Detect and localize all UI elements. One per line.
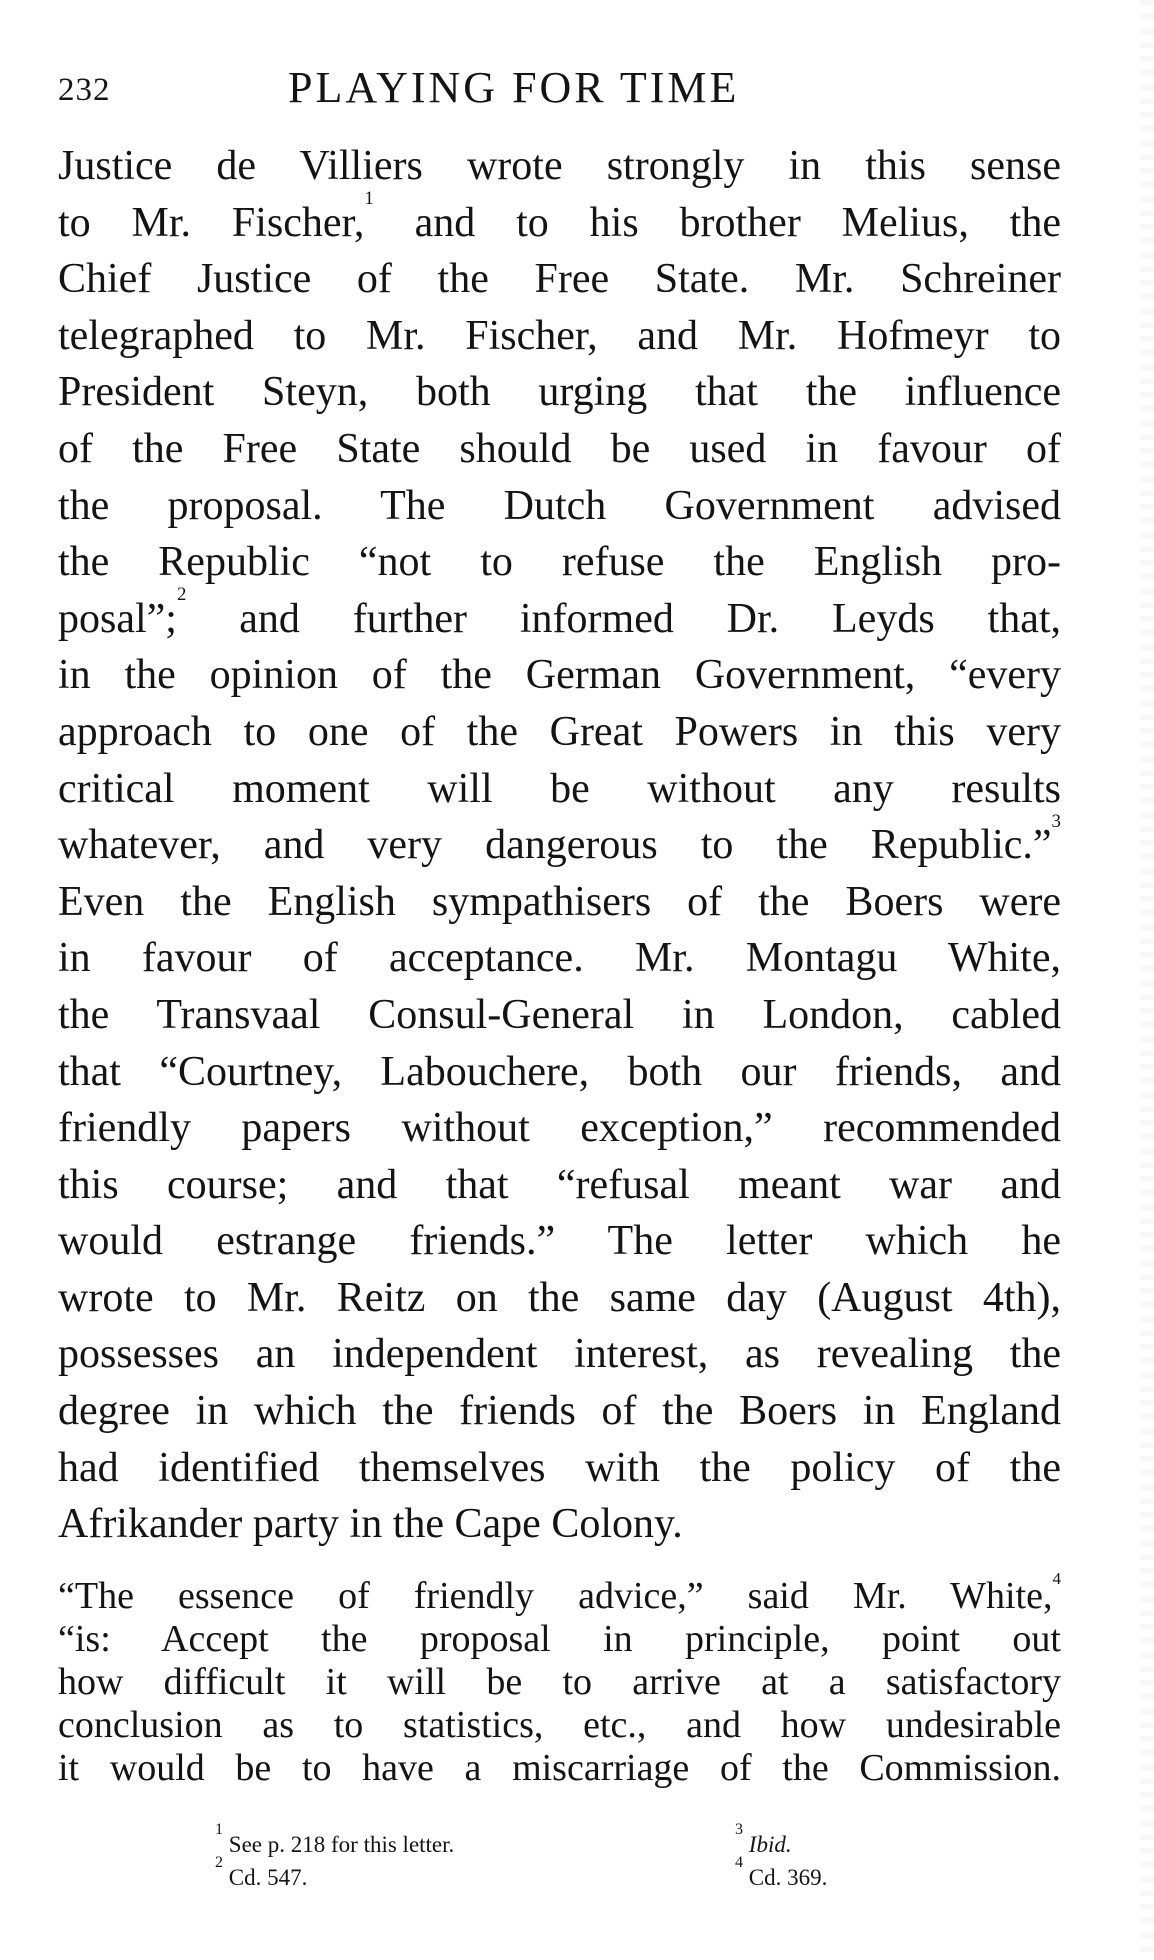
text-line: approach to one of the Great Powers in this very — [58, 708, 1061, 755]
text-line: wrote to Mr. Reitz on the same day (August 4th), — [58, 1274, 1061, 1321]
text-line: that “Courtney, Labouchere, both our friends, and — [58, 1048, 1061, 1095]
text-line: critical moment will be without any results — [58, 765, 1061, 812]
text-line: friendly papers without exception,” recommended — [58, 1105, 1061, 1152]
quote-line: “is: Accept the proposal in principle, point out — [58, 1618, 1061, 1660]
quote-line: conclusion as to statistics, etc., and how undesirable — [58, 1704, 1061, 1746]
text-line: Afrikander party in the Cape Colony. — [58, 1501, 683, 1548]
quote-line: “The essence of friendly advice,” said Mr. White,$^4$ — [58, 1569, 1061, 1617]
text-line: degree in which the friends of the Boers in England — [58, 1388, 1061, 1435]
quote-line: it would be to have a miscarriage of the Commission. — [58, 1747, 1061, 1789]
page-edge-texture — [1140, 0, 1154, 1960]
page-number: 232 — [58, 72, 111, 108]
text-line: the Transvaal Consul-General in London, cabled — [58, 991, 1061, 1038]
text-line: in the opinion of the German Government, “every — [58, 652, 1061, 699]
page-header — [58, 62, 1058, 122]
text-line: President Steyn, both urging that the influence — [58, 369, 1061, 416]
footnote: $^3$ Ibid. — [735, 1820, 792, 1857]
text-line: Even the English sympathisers of the Boers were — [58, 878, 1061, 925]
footnote-marker: 2 — [176, 584, 187, 606]
text-line: Justice de Villiers wrote strongly in this sense — [58, 143, 1061, 189]
footnote: $^1$ See p. 218 for this letter. — [215, 1820, 455, 1857]
footnote-marker: 4 — [1052, 1569, 1061, 1589]
text-line: would estrange friends.” The letter which he — [58, 1218, 1061, 1265]
text-line: the Republic “not to refuse the English pro- — [58, 539, 1061, 586]
text-line: possesses an independent interest, as revealing the — [58, 1331, 1061, 1378]
text-line: in favour of acceptance. Mr. Montagu White, — [58, 935, 1061, 982]
text-line: the proposal. The Dutch Government advised — [58, 482, 1061, 529]
text-line: this course; and that “refusal meant war and — [58, 1161, 1061, 1208]
text-line: of the Free State should be used in favour of — [58, 425, 1061, 472]
footnote-marker: 3 — [1051, 810, 1061, 832]
text-line: telegraphed to Mr. Fischer, and Mr. Hofmeyr to — [58, 312, 1061, 359]
footnote: $^4$ Cd. 369. — [735, 1853, 828, 1890]
quote-line: how difficult it will be to arrive at a satisfactory — [58, 1661, 1061, 1703]
main-paragraph — [58, 138, 1061, 1553]
footnote: $^2$ Cd. 547. — [215, 1853, 308, 1890]
quoted-paragraph — [58, 1569, 1061, 1790]
text-line: Chief Justice of the Free State. Mr. Schreiner — [58, 256, 1061, 303]
text-line: whatever, and very dangerous to the Republic.”$^3$ — [58, 810, 1061, 869]
running-title: PLAYING FOR TIME — [288, 63, 740, 112]
text-line: to Mr. Fischer,$^1$ and to his brother Melius, the — [58, 188, 1061, 246]
text-line: had identified themselves with the policy of the — [58, 1444, 1061, 1491]
footnote-marker: 1 — [364, 188, 374, 210]
text-line: posal”;$^2$ and further informed Dr. Leyds that, — [58, 584, 1061, 642]
